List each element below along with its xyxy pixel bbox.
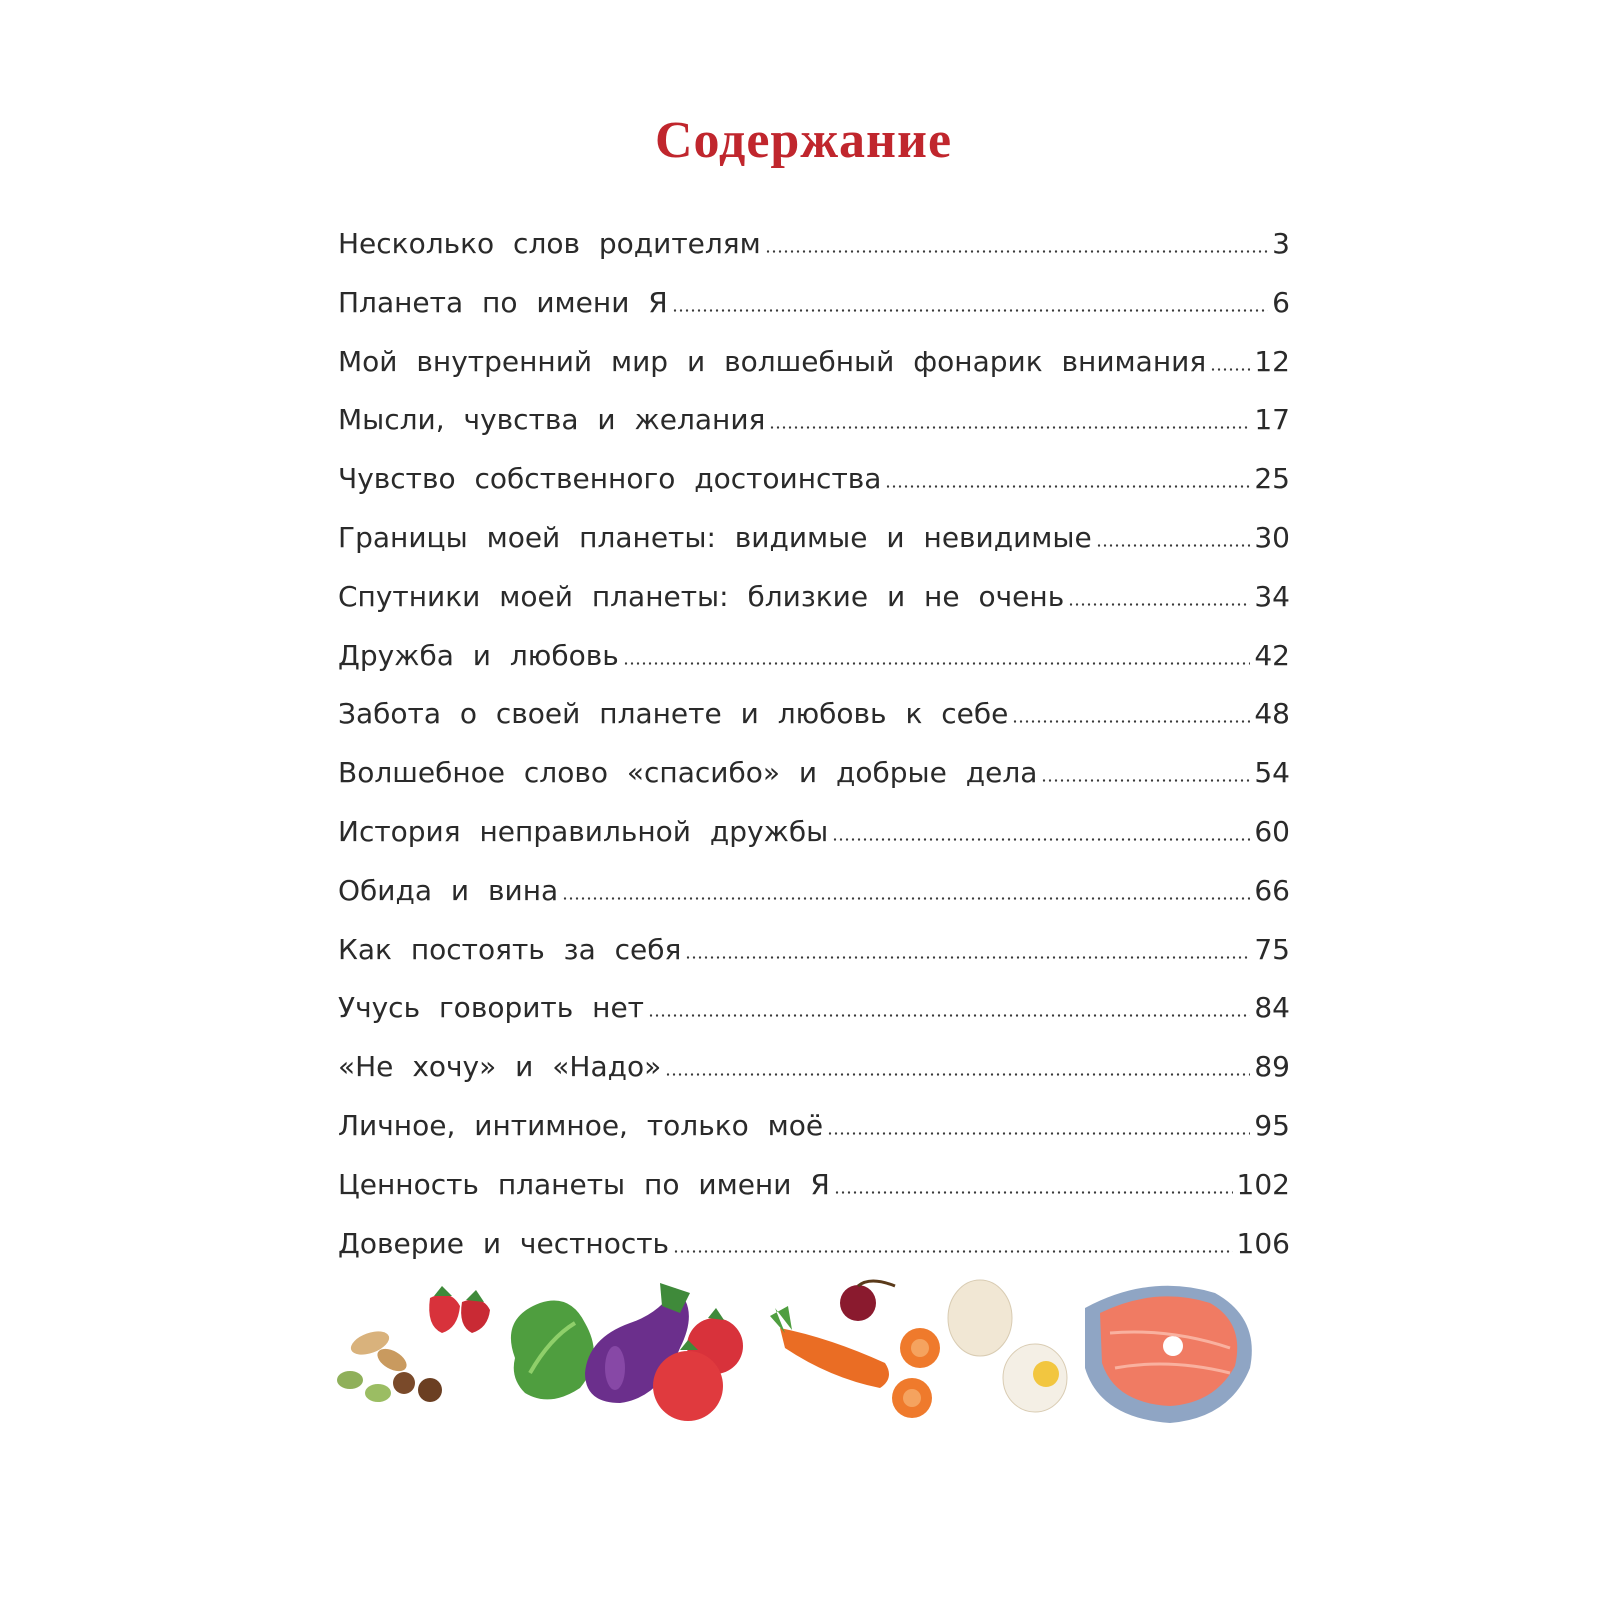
toc-entry-page: 34 bbox=[1254, 579, 1290, 613]
toc-leader-dots bbox=[623, 662, 1251, 665]
toc-entry-page: 54 bbox=[1254, 756, 1290, 790]
toc-entry-page: 106 bbox=[1236, 1226, 1290, 1260]
toc-leader-dots bbox=[562, 897, 1250, 900]
strawberries-icon bbox=[429, 1286, 490, 1333]
toc-entry bbox=[338, 685, 1290, 744]
toc-leader-dots bbox=[685, 956, 1250, 959]
toc-entry-label: Доверие и честность bbox=[338, 1226, 670, 1260]
toc-leader-dots bbox=[832, 838, 1250, 841]
toc-leader-dots bbox=[1068, 603, 1250, 606]
toc-entry bbox=[338, 333, 1290, 392]
toc-entry bbox=[338, 1215, 1290, 1274]
toc-entry-label: Как постоять за себя bbox=[338, 932, 682, 966]
toc-entry-label: «Не хочу» и «Надо» bbox=[338, 1050, 662, 1084]
toc-entry-label: Учусь говорить нет bbox=[338, 991, 644, 1025]
toc-entry bbox=[338, 862, 1290, 921]
toc-entry-label: Забота о своей планете и любовь к себе bbox=[338, 697, 1009, 731]
toc-leader-dots bbox=[769, 426, 1250, 429]
toc-entry-page: 6 bbox=[1272, 285, 1290, 319]
toc-entry-page: 3 bbox=[1272, 227, 1290, 260]
toc-entry-label: Несколько слов родителям bbox=[338, 227, 761, 260]
toc-entry-label: Дружба и любовь bbox=[338, 638, 619, 672]
toc-entry-page: 89 bbox=[1254, 1050, 1290, 1084]
toc-entry-label: Мой внутренний мир и волшебный фонарик внимания bbox=[338, 344, 1207, 378]
toc-leader-dots bbox=[1041, 779, 1250, 782]
toc-entry bbox=[338, 215, 1290, 274]
toc-entry bbox=[338, 568, 1290, 627]
toc-entry bbox=[338, 450, 1290, 509]
toc-leader-dots bbox=[885, 485, 1250, 488]
nuts-icon bbox=[337, 1327, 442, 1402]
toc-entry-label: История неправильной дружбы bbox=[338, 814, 829, 848]
toc-leader-dots bbox=[827, 1132, 1250, 1135]
toc-entry-page: 66 bbox=[1254, 873, 1290, 907]
toc-entry bbox=[338, 1097, 1290, 1156]
toc-leader-dots bbox=[834, 1191, 1233, 1194]
toc-entry bbox=[338, 274, 1290, 333]
toc-entry bbox=[338, 627, 1290, 686]
toc-entry-page: 12 bbox=[1254, 344, 1290, 378]
cherry-icon bbox=[840, 1281, 895, 1321]
toc-entry-label: Границы моей планеты: видимые и невидимые bbox=[338, 520, 1092, 554]
toc-entry-label: Планета по имени Я bbox=[338, 285, 668, 319]
toc-entry-page: 102 bbox=[1236, 1167, 1290, 1201]
toc-entry-label: Мысли, чувства и желания bbox=[338, 403, 766, 437]
toc-entry bbox=[338, 744, 1290, 803]
toc-entry-page: 25 bbox=[1254, 462, 1290, 496]
toc-entry bbox=[338, 921, 1290, 980]
toc-leader-dots bbox=[1096, 544, 1251, 547]
toc-leader-dots bbox=[765, 250, 1268, 253]
toc-entry-label: Спутники моей планеты: близкие и не очень bbox=[338, 579, 1065, 613]
toc-entry bbox=[338, 1038, 1290, 1097]
toc-leader-dots bbox=[1210, 368, 1250, 371]
toc-leader-dots bbox=[672, 309, 1268, 312]
toc-entry-page: 42 bbox=[1254, 638, 1290, 672]
toc-entry-page: 17 bbox=[1254, 403, 1290, 437]
toc-entry-label: Ценность планеты по имени Я bbox=[338, 1167, 830, 1201]
toc-leader-dots bbox=[1012, 720, 1250, 723]
toc-entry-label: Обида и вина bbox=[338, 873, 559, 907]
page-title: Содержание bbox=[654, 112, 953, 169]
toc-leader-dots bbox=[648, 1014, 1250, 1017]
lettuce-icon bbox=[511, 1301, 594, 1400]
carrot-icon bbox=[770, 1306, 940, 1418]
toc-entry-page: 75 bbox=[1254, 932, 1290, 966]
toc-entry bbox=[338, 509, 1290, 568]
food-illustration bbox=[330, 1278, 1290, 1458]
toc-entry-page: 48 bbox=[1254, 697, 1290, 731]
toc-entry-page: 30 bbox=[1254, 520, 1290, 554]
toc-entry bbox=[338, 803, 1290, 862]
toc-entry-page: 95 bbox=[1254, 1108, 1290, 1142]
toc-entry-label: Волшебное слово «спасибо» и добрые дела bbox=[338, 756, 1038, 790]
toc-entry-page: 84 bbox=[1254, 991, 1290, 1025]
toc-entry-label: Личное, интимное, только моё bbox=[338, 1108, 824, 1142]
table-of-contents bbox=[338, 215, 1290, 1273]
eggs-icon bbox=[948, 1280, 1067, 1412]
toc-entry-label: Чувство собственного достоинства bbox=[338, 462, 882, 496]
toc-entry bbox=[338, 391, 1290, 450]
toc-entry-page: 60 bbox=[1254, 814, 1290, 848]
toc-leader-dots bbox=[665, 1073, 1250, 1076]
salmon-steak-icon bbox=[1085, 1286, 1252, 1423]
toc-entry bbox=[338, 1156, 1290, 1215]
toc-entry bbox=[338, 979, 1290, 1038]
toc-leader-dots bbox=[673, 1250, 1232, 1253]
